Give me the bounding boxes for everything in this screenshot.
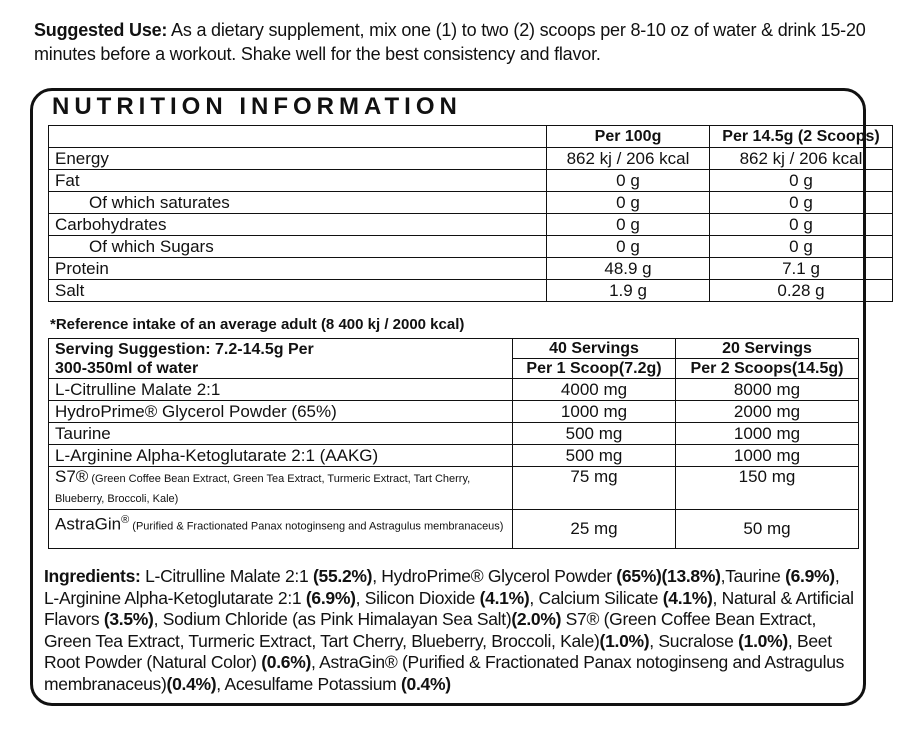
nutrient-name: Fat xyxy=(49,170,547,192)
nutrient-per100: 862 kj / 206 kcal xyxy=(547,148,710,170)
ingredient-name: Taurine xyxy=(49,423,513,445)
astragin-sup: ® xyxy=(121,514,130,526)
astragin-name: AstraGin xyxy=(55,514,122,534)
servings-20-cell xyxy=(676,339,859,379)
nutrient-perserving: 0.28 g xyxy=(710,280,893,302)
ingredient-text: , AstraGin® (Purified & Fractionated Panax notoginseng and Astragulus membranaceus) xyxy=(44,652,845,694)
nutrient-name: Carbohydrates xyxy=(49,214,547,236)
nutrient-per100: 0 g xyxy=(547,214,710,236)
ingredient-name: L-Arginine Alpha-Ketoglutarate 2:1 (AAKG) xyxy=(49,445,513,467)
astragin-value-2: 50 mg xyxy=(676,510,859,549)
per-2-scoops-label: Per 2 Scoops(14.5g) xyxy=(690,360,844,377)
serving-row xyxy=(49,423,859,445)
s7-name-cell xyxy=(49,467,513,510)
reference-note: *Reference intake of an average adult (8 400 kj / 2000 kcal) xyxy=(50,316,465,333)
ingredient-percent: (2.0%) xyxy=(511,609,562,629)
suggested-use xyxy=(34,18,874,66)
serving-rows xyxy=(49,379,859,467)
per-1-scoop-label: Per 1 Scoop(7.2g) xyxy=(526,360,662,377)
ingredient-percent: (6.9%) xyxy=(305,587,356,608)
serving-table xyxy=(48,338,859,549)
nutrition-table xyxy=(48,125,893,302)
nutrient-perserving: 0 g xyxy=(710,214,893,236)
nutrition-row xyxy=(49,148,893,170)
ingredient-amount-1: 500 mg xyxy=(513,423,676,445)
s7-value-1: 75 mg xyxy=(513,467,676,510)
ingredient-text: , Beet Root Powder (Natural Color) xyxy=(44,630,832,672)
ingredient-text: ,Taurine xyxy=(720,566,786,586)
nutrient-name: Protein xyxy=(49,258,547,280)
nutrient-name: Salt xyxy=(49,280,547,302)
header-per100: Per 100g xyxy=(547,126,710,148)
ingredient-text: , Natural & Artificial Flavors xyxy=(44,587,854,629)
ingredient-percent: (55.2%) xyxy=(313,566,373,586)
nutrient-per100: 0 g xyxy=(547,192,710,214)
astragin-name-cell xyxy=(49,510,513,549)
ingredient-text: S7® (Green Coffee Bean Extract, Green Tea Extract, Turmeric Extract, Tart Cherry, Blueberry, Broccoli, Kale) xyxy=(44,609,817,651)
serving-row xyxy=(49,401,859,423)
ingredient-text: L-Citrulline Malate 2:1 xyxy=(140,566,313,586)
servings-20-label: 20 Servings xyxy=(676,339,858,359)
ingredient-amount-1: 4000 mg xyxy=(513,379,676,401)
nutrient-perserving: 0 g xyxy=(710,170,893,192)
ingredient-text: , Sodium Chloride (as Pink Himalayan Sea Salt) xyxy=(153,609,512,629)
serving-suggestion-line1: Serving Suggestion: 7.2-14.5g Per xyxy=(55,340,314,358)
ingredient-text: , Silicon Dioxide xyxy=(355,587,480,608)
nutrient-perserving: 0 g xyxy=(710,192,893,214)
suggested-use-text: As a dietary supplement, mix one (1) to two (2) scoops per 8-10 oz of water & drink 15-20 minutes before a workout. Shake well for the best consistency and flavor. xyxy=(34,20,866,64)
ingredient-percent: (4.1%) xyxy=(662,587,713,608)
servings-40-cell xyxy=(513,339,676,379)
ingredient-percent: (0.6%) xyxy=(261,652,311,672)
ingredient-percent: (6.9%) xyxy=(785,566,835,586)
ingredients-label: Ingredients: xyxy=(44,566,141,586)
header-perserving: Per 14.5g (2 Scoops) xyxy=(710,126,893,148)
s7-value-2: 150 mg xyxy=(676,467,859,510)
nutrient-per100: 1.9 g xyxy=(547,280,710,302)
nutrition-row xyxy=(49,236,893,258)
nutrition-title: NUTRITION INFORMATION xyxy=(52,93,462,120)
ingredient-percent: (1.0%) xyxy=(738,630,788,651)
ingredient-percent: (4.1%) xyxy=(479,587,530,608)
nutrient-perserving: 862 kj / 206 kcal xyxy=(710,148,893,170)
ingredient-percent: (0.4%) xyxy=(166,673,217,694)
nutrient-name: Of which saturates xyxy=(49,192,547,214)
ingredient-text: , Sucralose xyxy=(649,630,739,651)
nutrient-name: Energy xyxy=(49,148,547,170)
serving-row-s7 xyxy=(49,467,859,510)
nutrition-rows xyxy=(49,148,893,302)
ingredient-amount-2: 1000 mg xyxy=(676,423,859,445)
nutrition-row xyxy=(49,192,893,214)
ingredient-amount-2: 2000 mg xyxy=(676,401,859,423)
ingredient-percent: (65%)(13.8%) xyxy=(616,566,721,586)
nutrient-name: Of which Sugars xyxy=(49,236,547,258)
ingredient-name: HydroPrime® Glycerol Powder (65%) xyxy=(49,401,513,423)
nutrient-per100: 0 g xyxy=(547,170,710,192)
ingredient-name: L-Citrulline Malate 2:1 xyxy=(49,379,513,401)
serving-suggestion-cell xyxy=(49,339,513,379)
serving-row xyxy=(49,445,859,467)
ingredient-amount-2: 1000 mg xyxy=(676,445,859,467)
nutrition-header-row xyxy=(49,126,893,148)
serving-suggestion-line2: 300-350ml of water xyxy=(55,359,199,377)
nutrition-row xyxy=(49,280,893,302)
ingredient-text: , L-Arginine Alpha-Ketoglutarate 2:1 xyxy=(44,566,840,608)
nutrition-row xyxy=(49,170,893,192)
serving-header-row xyxy=(49,339,859,379)
s7-name: S7® xyxy=(55,467,89,486)
nutrition-row xyxy=(49,258,893,280)
ingredient-percent: (3.5%) xyxy=(103,609,154,629)
nutrient-perserving: 7.1 g xyxy=(710,258,893,280)
serving-row-astragin xyxy=(49,510,859,549)
s7-detail: (Green Coffee Bean Extract, Green Tea Extract, Turmeric Extract, Tart Cherry, Blueberry, Broccoli, Kale) xyxy=(55,473,471,505)
astragin-detail: (Purified & Fractionated Panax notoginseng and Astragulus membranaceus) xyxy=(129,520,504,533)
ingredients xyxy=(44,566,856,695)
header-blank-cell xyxy=(49,126,547,148)
astragin-value-1: 25 mg xyxy=(513,510,676,549)
ingredient-text: , Calcium Silicate xyxy=(529,587,663,608)
servings-40-label: 40 Servings xyxy=(513,339,675,359)
ingredient-amount-1: 500 mg xyxy=(513,445,676,467)
ingredient-text: , Acesulfame Potassium xyxy=(216,673,402,694)
nutrient-perserving: 0 g xyxy=(710,236,893,258)
suggested-use-label: Suggested Use: xyxy=(34,20,168,40)
ingredient-percent: (0.4%) xyxy=(401,673,451,694)
serving-row xyxy=(49,379,859,401)
ingredient-amount-2: 8000 mg xyxy=(676,379,859,401)
nutrition-row xyxy=(49,214,893,236)
nutrient-per100: 48.9 g xyxy=(547,258,710,280)
ingredient-percent: (1.0%) xyxy=(599,630,650,651)
nutrient-per100: 0 g xyxy=(547,236,710,258)
ingredient-amount-1: 1000 mg xyxy=(513,401,676,423)
ingredient-text: , HydroPrime® Glycerol Powder xyxy=(372,566,617,586)
ingredients-text xyxy=(44,566,854,694)
